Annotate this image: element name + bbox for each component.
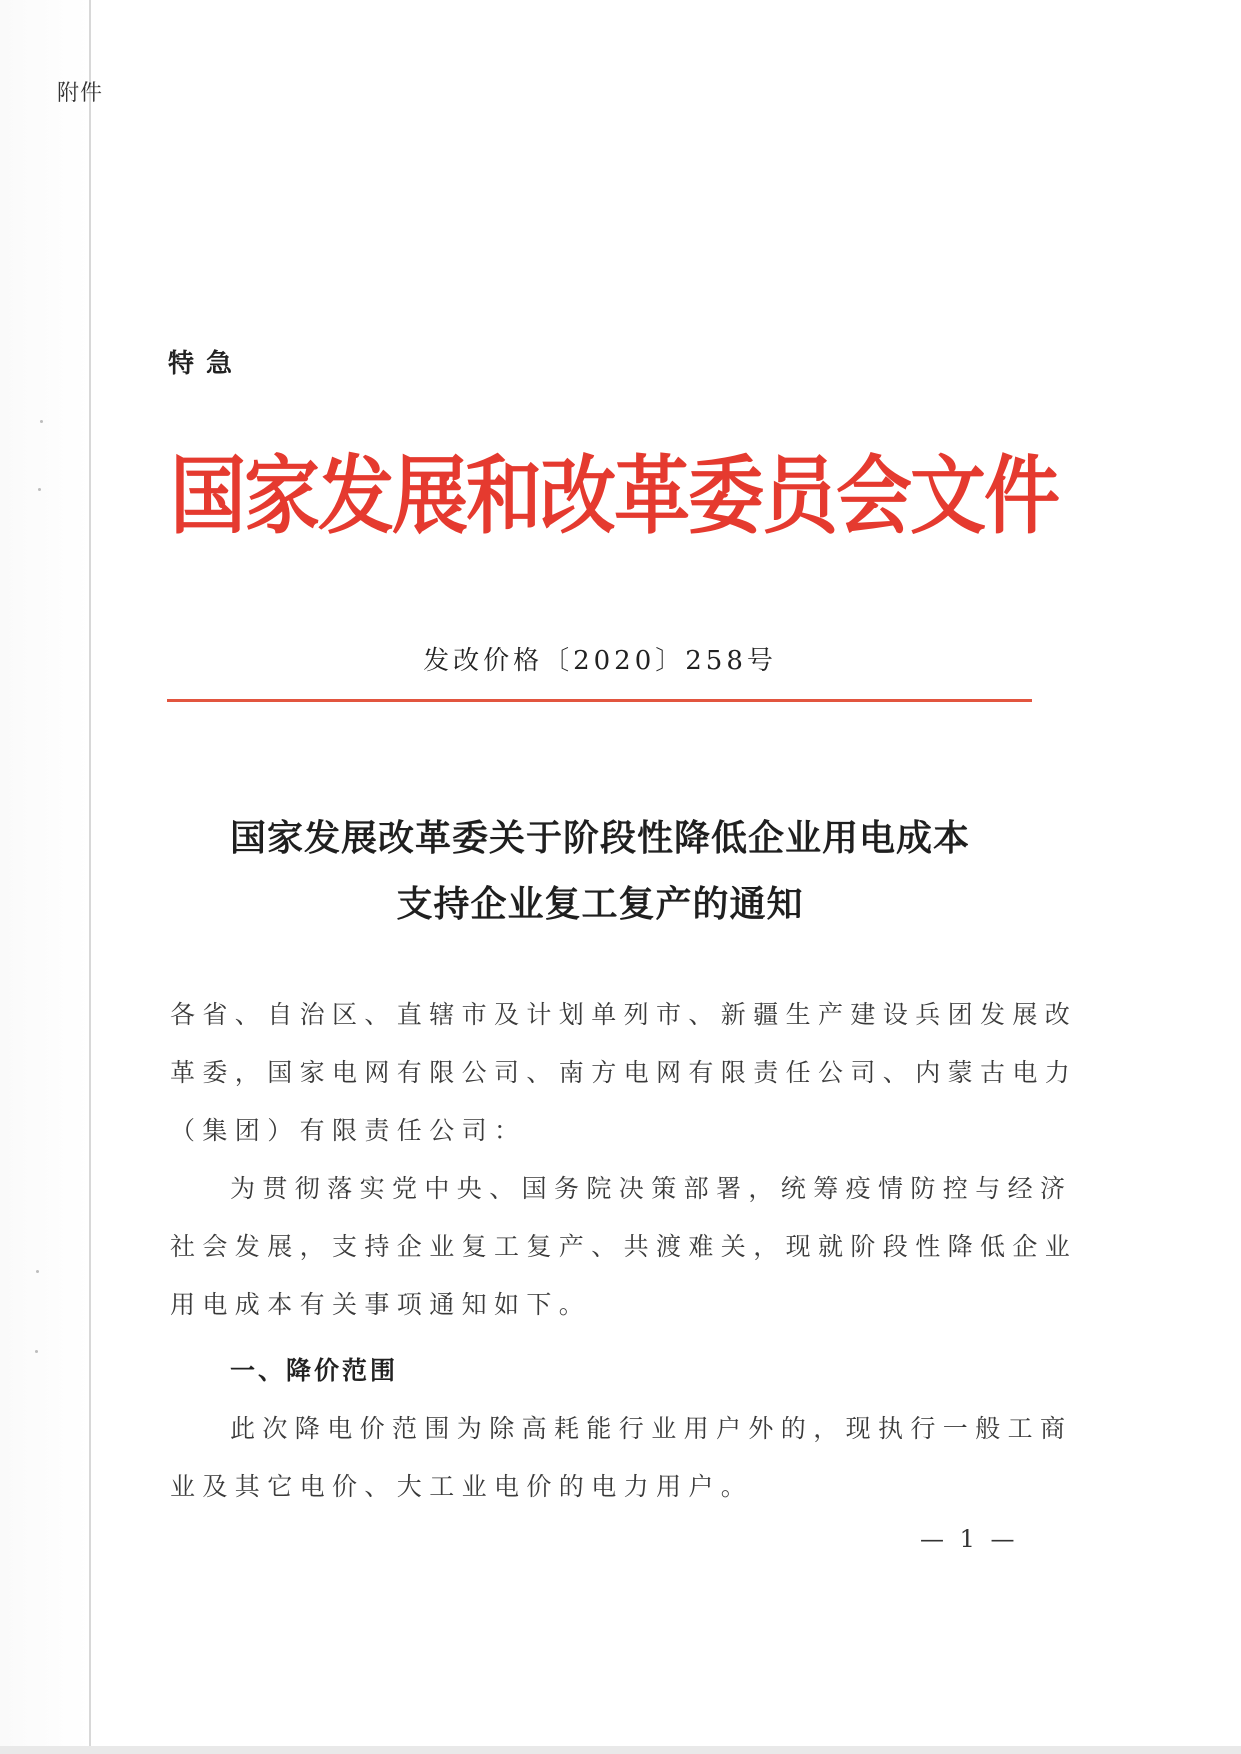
section-paragraph-line: 业及其它电价、大工业电价的电力用户。 — [170, 1472, 754, 1501]
recipients-line: （集团）有限责任公司： — [170, 1116, 527, 1145]
recipients-line: 各省、自治区、直辖市及计划单列市、新疆生产建设兵团发展改 — [170, 1000, 1078, 1029]
intro-paragraph-line: 社会发展，支持企业复工复产、共渡难关，现就阶段性降低企业 — [170, 1232, 1078, 1261]
scan-speck — [40, 420, 43, 423]
section-paragraph-line: 此次降电价范围为除高耗能行业用户外的，现执行一般工商 — [230, 1414, 1073, 1443]
scan-speck — [35, 1350, 38, 1353]
page-number: — 1 — — [920, 1525, 1019, 1553]
red-separator-line — [167, 699, 1032, 702]
notice-title-line-1: 国家发展改革委关于阶段性降低企业用电成本 — [229, 818, 970, 859]
section-heading: 一、降价范围 — [230, 1356, 399, 1385]
document-masthead: 国家发展和改革委员会文件 — [170, 445, 1058, 546]
intro-paragraph-line: 用电成本有关事项通知如下。 — [170, 1290, 592, 1319]
scan-fold-line — [89, 0, 91, 1754]
scan-speck — [36, 1270, 39, 1273]
scan-margin — [0, 0, 90, 1754]
scan-speck — [38, 488, 41, 491]
recipients-line: 革委，国家电网有限公司、南方电网有限责任公司、内蒙古电力 — [170, 1058, 1078, 1087]
intro-paragraph-line: 为贯彻落实党中央、国务院决策部署，统筹疫情防控与经济 — [230, 1174, 1073, 1203]
notice-title-line-2: 支持企业复工复产的通知 — [396, 884, 804, 925]
attachment-label: 附件 — [57, 81, 104, 106]
scan-bottom-edge — [0, 1746, 1241, 1754]
document-number: 发改价格〔2020〕258号 — [423, 646, 777, 676]
urgency-level: 特急 — [168, 349, 245, 379]
